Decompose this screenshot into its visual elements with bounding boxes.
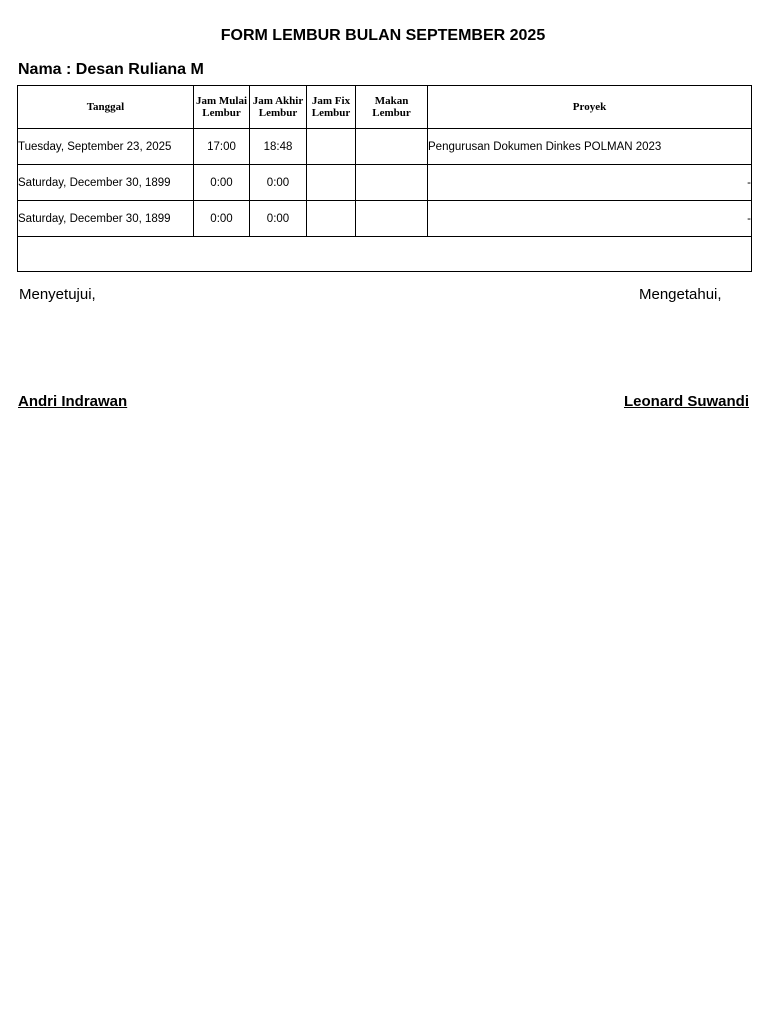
cell-end-time: 0:00 bbox=[250, 165, 307, 201]
cell-project: - bbox=[428, 201, 752, 237]
header-meal: Makan Lembur bbox=[356, 86, 428, 129]
cell-start-time: 17:00 bbox=[194, 129, 250, 165]
cell-project: Pengurusan Dokumen Dinkes POLMAN 2023 bbox=[428, 129, 752, 165]
cell-date: Saturday, December 30, 1899 bbox=[18, 165, 194, 201]
acknowledge-label: Mengetahui, bbox=[639, 286, 722, 303]
overtime-table bbox=[17, 85, 752, 272]
table-row bbox=[18, 165, 752, 201]
cell-end-time: 18:48 bbox=[250, 129, 307, 165]
header-end-time: Jam Akhir Lembur bbox=[250, 86, 307, 129]
cell-fixed-hours bbox=[307, 165, 356, 201]
table-row bbox=[18, 201, 752, 237]
cell-meal bbox=[356, 201, 428, 237]
table-row bbox=[18, 129, 752, 165]
acknowledger-name: Leonard Suwandi bbox=[623, 393, 749, 410]
cell-end-time: 0:00 bbox=[250, 201, 307, 237]
employee-name-line: Nama : Desan Ruliana M bbox=[18, 61, 204, 78]
cell-meal bbox=[356, 129, 428, 165]
cell-fixed-hours bbox=[307, 201, 356, 237]
cell-date: Saturday, December 30, 1899 bbox=[18, 201, 194, 237]
header-start-time: Jam Mulai Lembur bbox=[194, 86, 250, 129]
approve-label: Menyetujui, bbox=[19, 286, 96, 303]
approver-name: Andri Indrawan bbox=[18, 393, 128, 410]
cell-start-time: 0:00 bbox=[194, 165, 250, 201]
header-fixed-hours: Jam Fix Lembur bbox=[307, 86, 356, 129]
form-title: FORM LEMBUR BULAN SEPTEMBER 2025 bbox=[220, 27, 546, 44]
table-header-row bbox=[18, 86, 752, 129]
cell-fixed-hours bbox=[307, 129, 356, 165]
header-date: Tanggal bbox=[18, 86, 194, 129]
cell-start-time: 0:00 bbox=[194, 201, 250, 237]
header-project: Proyek bbox=[428, 86, 752, 129]
cell-meal bbox=[356, 165, 428, 201]
cell-date: Tuesday, September 23, 2025 bbox=[18, 129, 194, 165]
table-blank-row bbox=[18, 237, 752, 272]
blank-merged-cell bbox=[18, 237, 752, 272]
cell-project: - bbox=[428, 165, 752, 201]
